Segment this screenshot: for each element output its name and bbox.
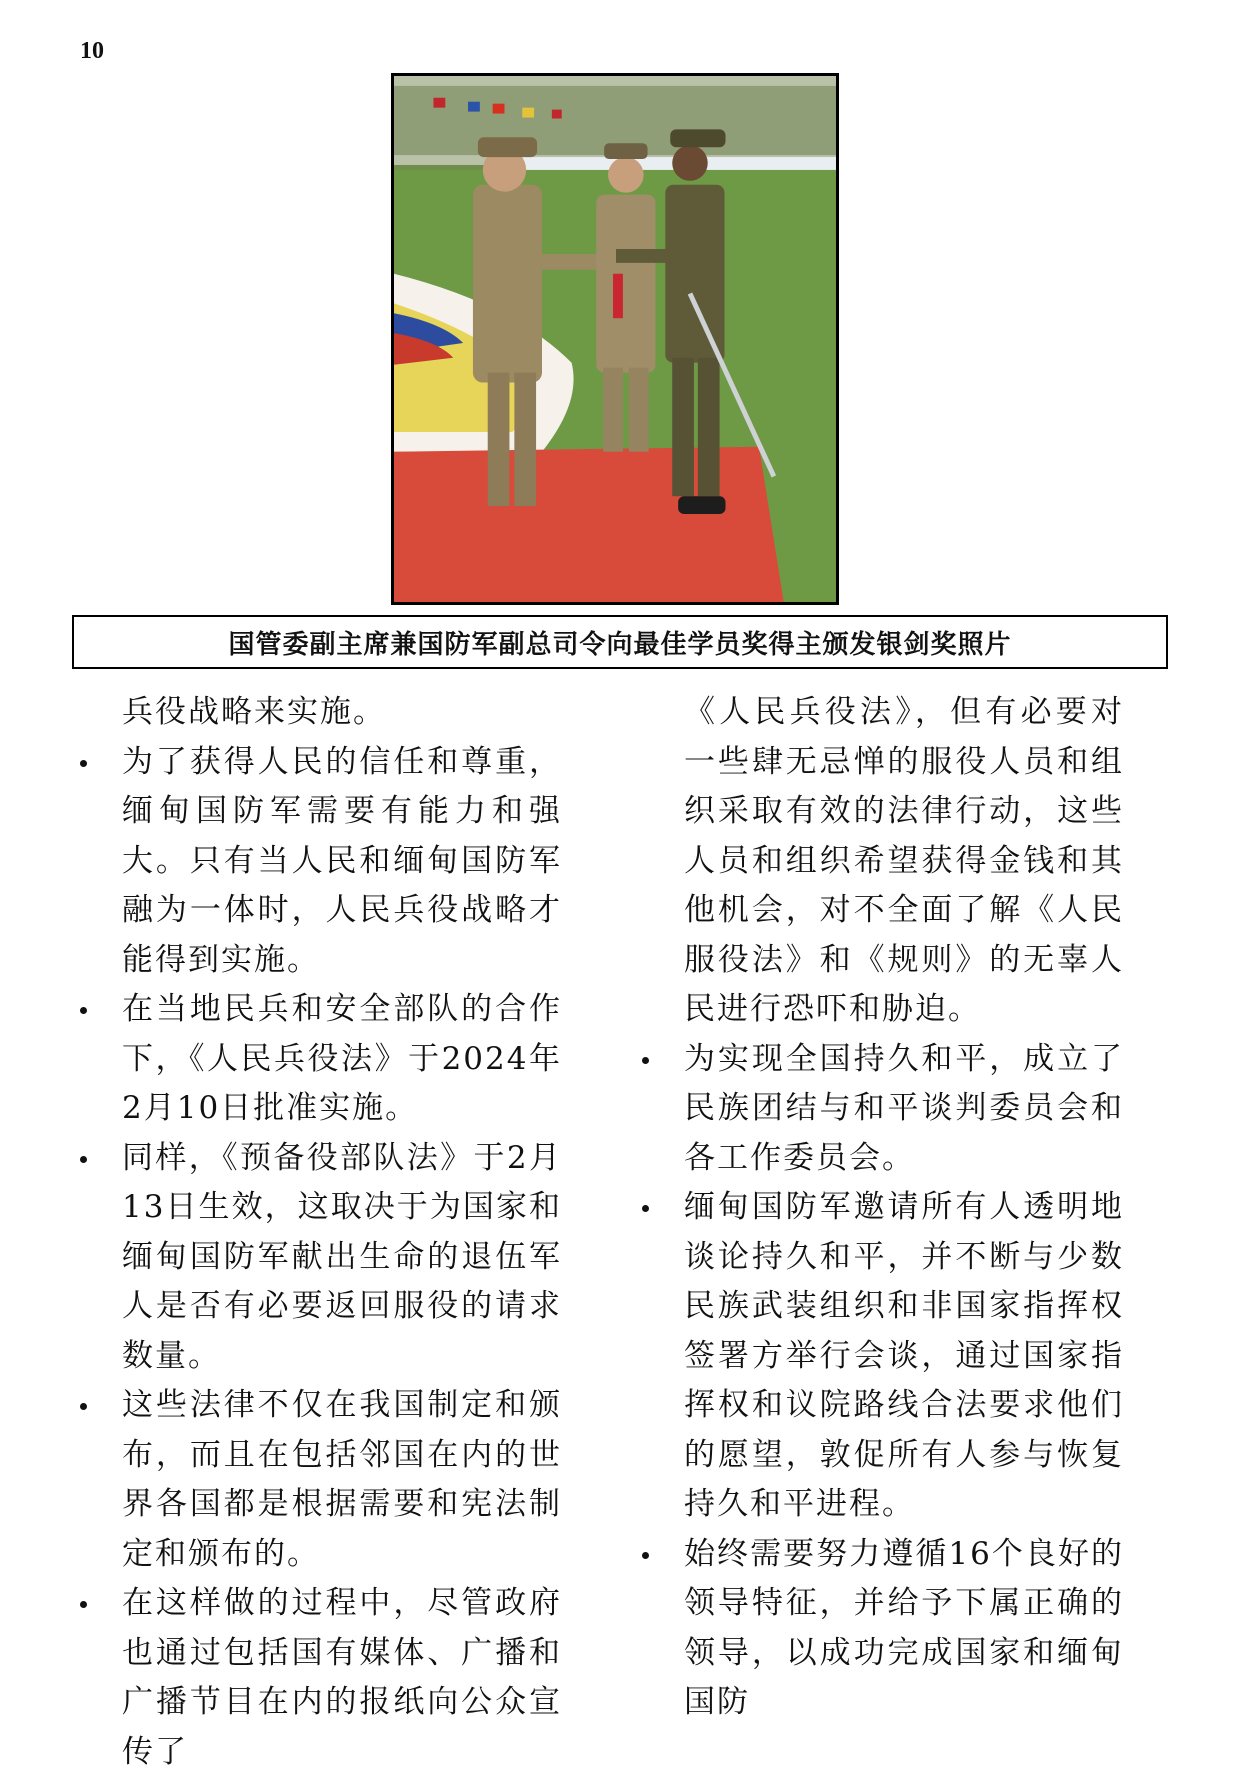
bullet-text: 缅甸国防军邀请所有人透明地谈论持久和平，并不断与少数民族武装组织和非国家指挥权签署方举行会谈，通过国家指挥权和议院路线合法要求他们的愿望，敦促所有人参与恢复持久和平进程。 xyxy=(684,1189,1124,1522)
bullet-item xyxy=(72,738,562,986)
bullet-icon xyxy=(80,1007,87,1014)
bullet-icon xyxy=(80,1156,87,1163)
bullet-text: 同样，《预备役部队法》于2月13日生效，这取决于为国家和缅甸国防军献出生命的退伍军人是否有必要返回服役的请求数量。 xyxy=(122,1139,562,1374)
bullet-text: 在这样做的过程中，尽管政府也通过包括国有媒体、广播和广播节目在内的报纸向公众宣传了 xyxy=(122,1585,562,1770)
page-number: 10 xyxy=(80,38,104,64)
bullet-item xyxy=(72,1134,562,1382)
continuation-paragraph: 兵役战略来实施。 xyxy=(122,694,386,730)
bullet-text: 为实现全国持久和平，成立了民族团结与和平谈判委员会和各工作委员会。 xyxy=(684,1040,1124,1176)
continuation-paragraph: 《人民兵役法》，但有必要对一些肆无忌惮的服役人员和组织采取有效的法律行动，这些人员和组织希望获得金钱和其他机会，对不全面了解《人民服役法》和《规则》的无辜人民进行恐吓和胁迫。 xyxy=(684,694,1124,1027)
bullet-icon xyxy=(80,1403,87,1410)
bullet-text: 这些法律不仅在我国制定和颁布，而且在包括邻国在内的世界各国都是根据需要和宪法制定和颁布的。 xyxy=(122,1387,562,1572)
photo-illustration xyxy=(394,76,836,602)
bullet-item xyxy=(634,1530,1124,1728)
right-column xyxy=(634,688,1124,1728)
bullet-text: 在当地民兵和安全部队的合作下，《人民兵役法》于2024年2月10日批准实施。 xyxy=(122,991,562,1126)
bullet-text: 为了获得人民的信任和尊重，缅甸国防军需要有能力和强大。只有当人民和缅甸国防军融为一体时，人民兵役战略才能得到实施。 xyxy=(122,743,562,978)
bullet-icon xyxy=(642,1057,649,1064)
bullet-item xyxy=(72,985,562,1134)
bullet-item xyxy=(634,1183,1124,1530)
ceremony-photo xyxy=(391,73,839,605)
bullet-text: 始终需要努力遵循16个良好的领导特征，并给予下属正确的领导，以成功完成国家和缅甸国防 xyxy=(684,1535,1124,1720)
photo-caption: 国管委副主席兼国防军副总司令向最佳学员奖得主颁发银剑奖照片 xyxy=(72,615,1168,669)
bullet-item xyxy=(72,1381,562,1579)
bullet-icon xyxy=(80,1601,87,1608)
bullet-icon xyxy=(80,760,87,767)
bullet-item xyxy=(72,1579,562,1777)
left-column xyxy=(72,688,562,1777)
bullet-item xyxy=(634,1035,1124,1184)
bullet-icon xyxy=(642,1552,649,1559)
bullet-icon xyxy=(642,1205,649,1212)
